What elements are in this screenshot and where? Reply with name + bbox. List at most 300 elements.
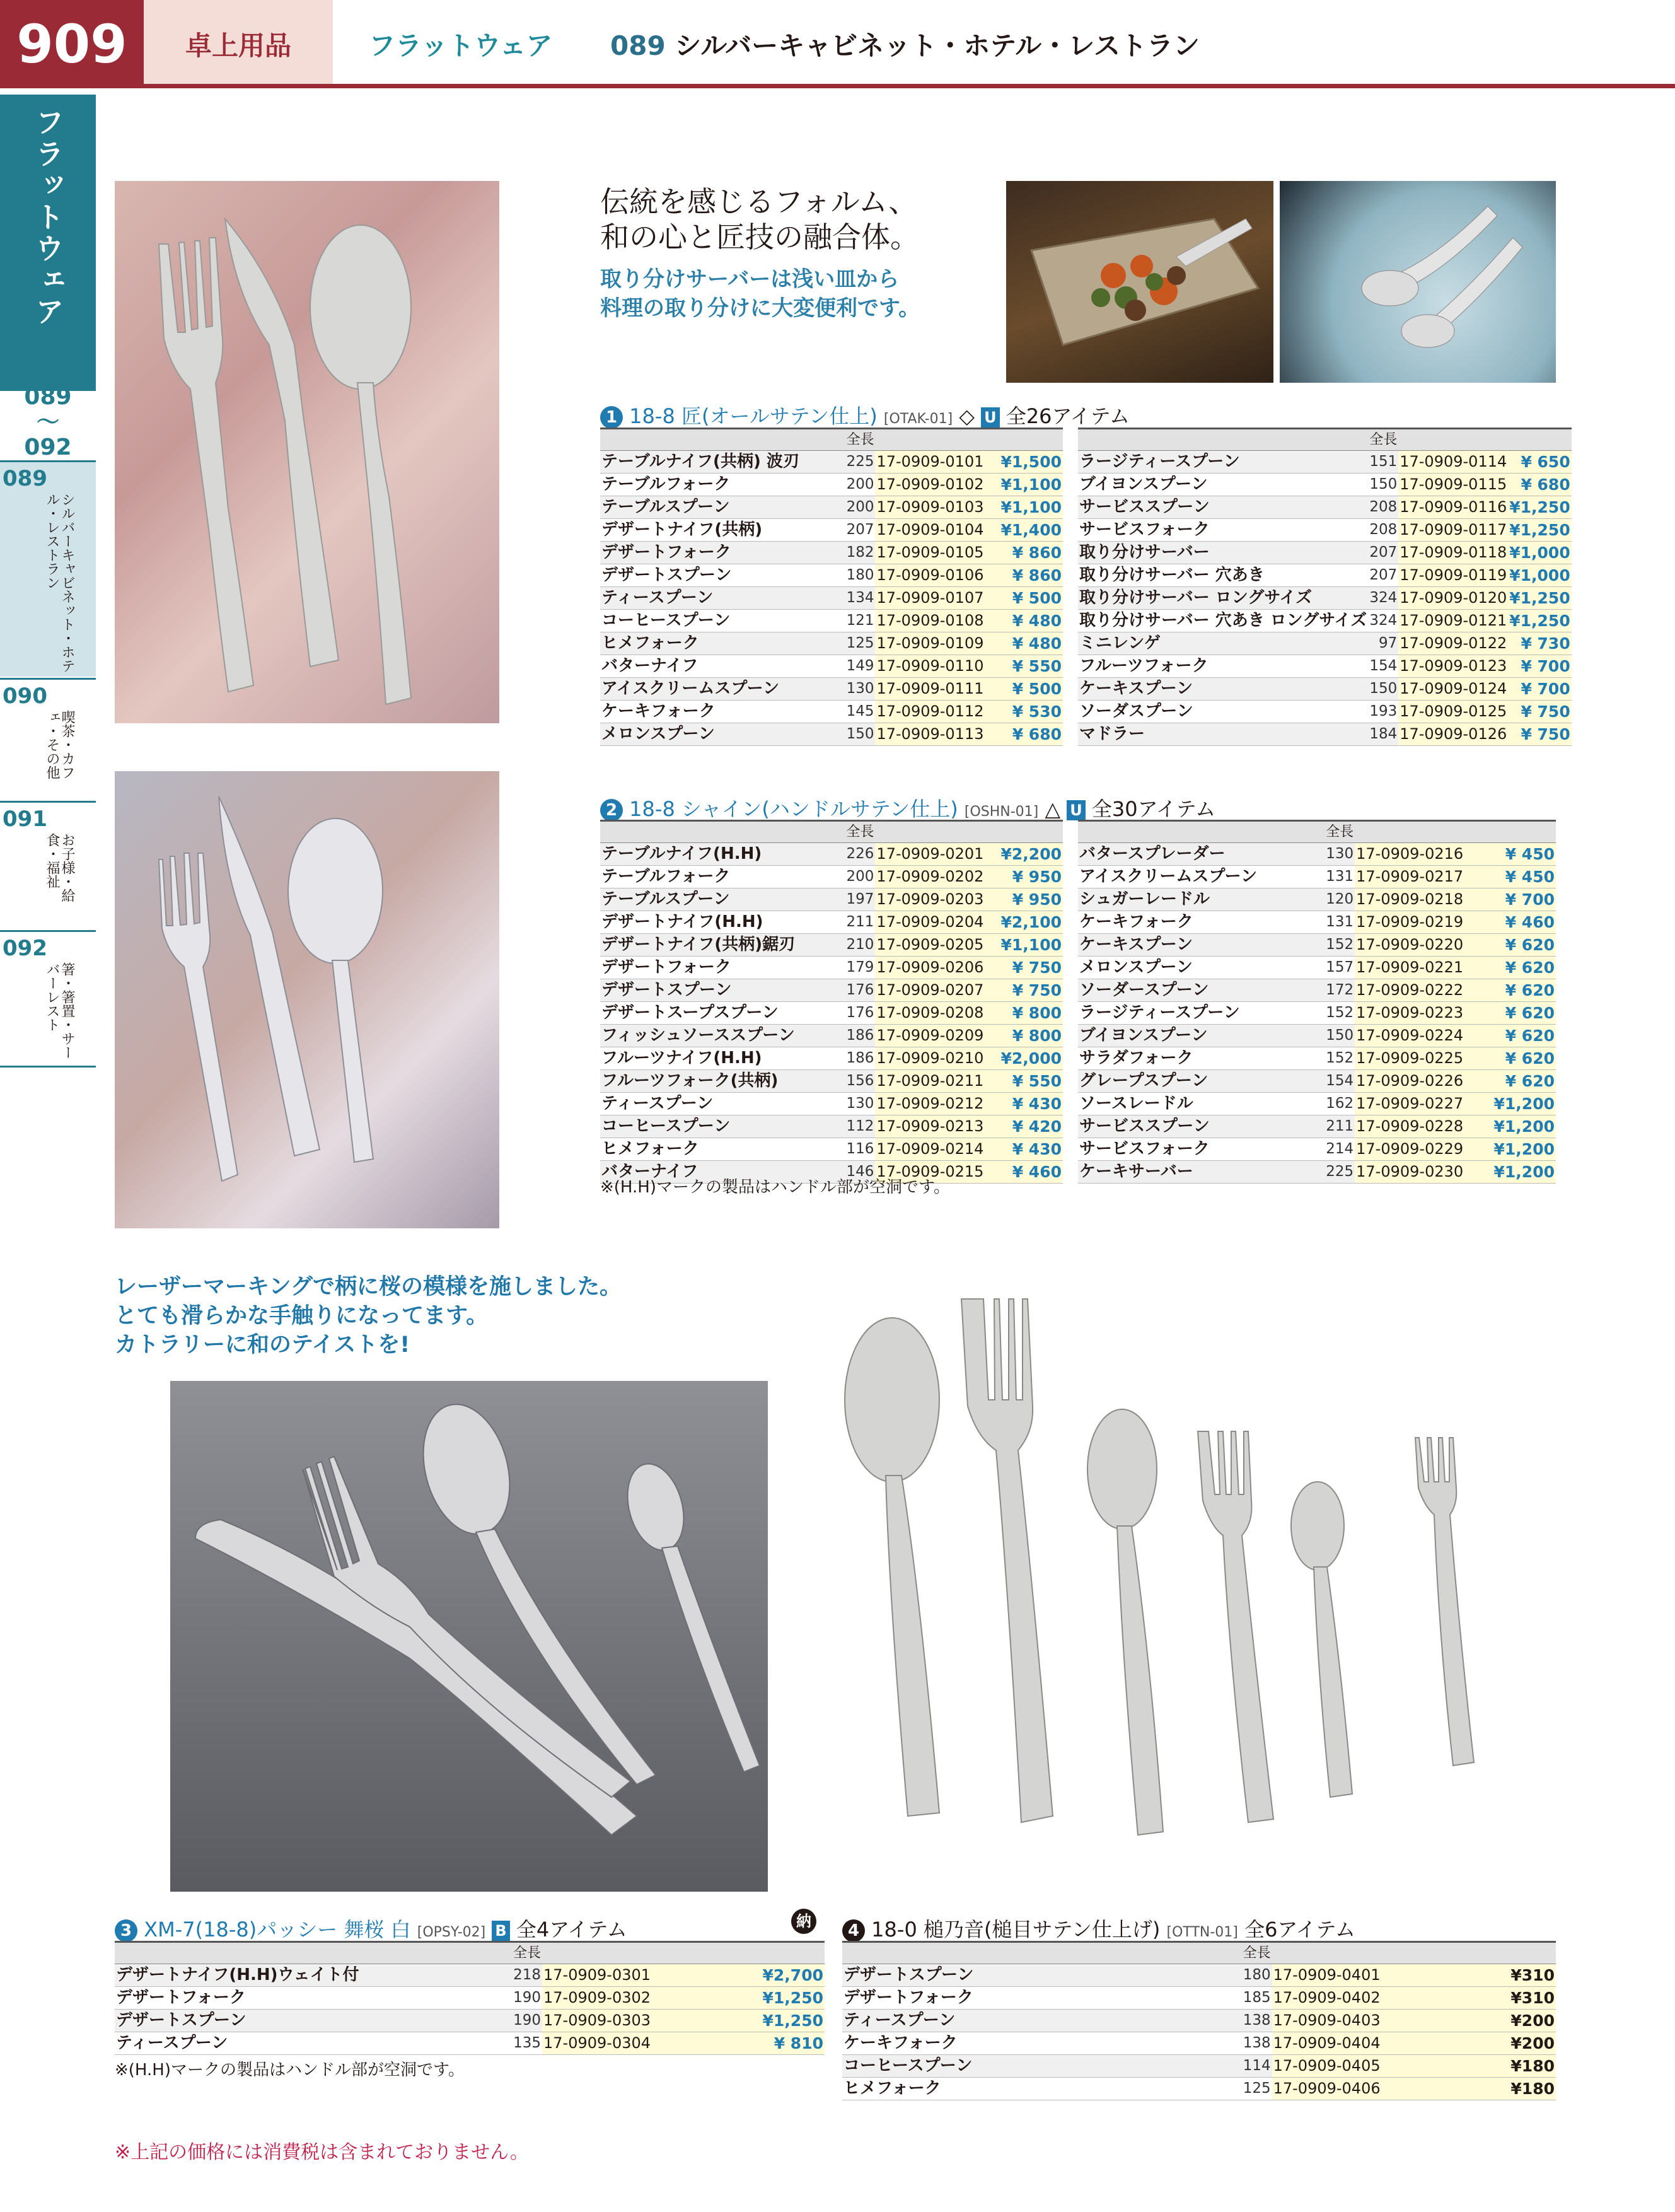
header-cell bbox=[600, 429, 835, 451]
item-code: 17-0909-0303 bbox=[542, 2010, 721, 2032]
item-name: マドラー bbox=[1078, 723, 1368, 746]
table-row bbox=[600, 723, 1063, 746]
series-badge: B bbox=[492, 1921, 509, 1941]
series-name: XM-7(18-8)パッシー 舞桜 白 bbox=[144, 1918, 411, 1941]
item-price: ¥ 620 bbox=[1465, 1002, 1556, 1025]
table-row bbox=[600, 678, 1063, 701]
item-length: 200 bbox=[835, 496, 876, 519]
item-length: 130 bbox=[1314, 843, 1355, 866]
item-name: ケーキフォーク bbox=[600, 701, 835, 723]
item-name: テーブルナイフ(H.H) bbox=[600, 843, 835, 866]
feature-text: レーザーマーキングで柄に桜の模様を施しました。 とても滑らかな手触りになってます。 カトラリーに和のテイストを! bbox=[115, 1274, 622, 1358]
series-code: [OPSY-02] bbox=[417, 1924, 486, 1940]
item-name: デザートフォーク bbox=[115, 1987, 445, 2010]
item-price: ¥ 700 bbox=[1508, 678, 1571, 701]
table-row bbox=[600, 655, 1063, 678]
item-price: ¥180 bbox=[1452, 2078, 1556, 2100]
item-code: 17-0909-0203 bbox=[875, 888, 985, 911]
item-name: ブイヨンスプーン bbox=[1078, 474, 1368, 496]
item-name: メロンスプーン bbox=[600, 723, 835, 746]
item-name: フルーツナイフ(H.H) bbox=[600, 1047, 835, 1070]
item-length: 225 bbox=[835, 451, 876, 474]
item-name: サービススプーン bbox=[1078, 1115, 1314, 1138]
item-code: 17-0909-0110 bbox=[875, 655, 985, 678]
section-2-note: ※(H.H)マークの製品はハンドル部が空洞です。 bbox=[600, 1178, 950, 1197]
sidebar-item-090[interactable]: 090 喫茶・カフェ・その他 bbox=[0, 678, 96, 803]
header-cell bbox=[115, 1942, 445, 1964]
table-row bbox=[842, 2078, 1556, 2100]
header-cell bbox=[600, 821, 835, 843]
item-name: サービスフォーク bbox=[1078, 1138, 1314, 1161]
item-price: ¥ 730 bbox=[1508, 632, 1571, 655]
table-row bbox=[600, 701, 1063, 723]
item-code: 17-0909-0109 bbox=[875, 632, 985, 655]
item-code: 17-0909-0105 bbox=[875, 542, 985, 564]
table-row bbox=[1078, 701, 1572, 723]
item-name: ソーダースプーン bbox=[1078, 979, 1314, 1002]
item-length: 146 bbox=[835, 1161, 876, 1184]
item-length: 125 bbox=[835, 632, 876, 655]
item-length: 225 bbox=[1314, 1161, 1355, 1184]
table-row bbox=[115, 2010, 825, 2032]
item-length: 138 bbox=[1174, 2032, 1272, 2055]
item-length: 152 bbox=[1314, 1002, 1355, 1025]
item-name: フィッシュソーススプーン bbox=[600, 1025, 835, 1047]
table-row bbox=[1078, 911, 1556, 934]
item-price: ¥ 800 bbox=[985, 1002, 1063, 1025]
item-name: ケーキフォーク bbox=[1078, 911, 1314, 934]
header-rule bbox=[144, 84, 1675, 88]
series-code: [OTAK-01] bbox=[883, 411, 953, 427]
series-count: 全30アイテム bbox=[1091, 797, 1216, 821]
table-row bbox=[600, 632, 1063, 655]
header-cell bbox=[1398, 429, 1508, 451]
item-price: ¥ 620 bbox=[1465, 934, 1556, 957]
header-cell bbox=[542, 1942, 721, 1964]
item-length: 121 bbox=[835, 610, 876, 632]
item-name: アイスクリームスプーン bbox=[600, 678, 835, 701]
item-code: 17-0909-0401 bbox=[1272, 1964, 1452, 1987]
item-price: ¥ 430 bbox=[985, 1093, 1063, 1115]
table-row bbox=[1078, 1047, 1556, 1070]
item-code: 17-0909-0121 bbox=[1398, 610, 1508, 632]
table-row bbox=[1078, 632, 1572, 655]
item-code: 17-0909-0202 bbox=[875, 866, 985, 888]
header-cell bbox=[1355, 821, 1464, 843]
item-length: 112 bbox=[835, 1115, 876, 1138]
item-length: 207 bbox=[1368, 564, 1398, 587]
item-name: デザートスプーン bbox=[842, 1964, 1174, 1987]
product-photo-takumi bbox=[115, 181, 499, 723]
item-price: ¥ 500 bbox=[985, 587, 1063, 610]
item-price: ¥1,250 bbox=[1508, 587, 1571, 610]
sidebar-item-092[interactable]: 092 箸・箸置・サーバーレスト bbox=[0, 930, 96, 1068]
table-row bbox=[842, 2032, 1556, 2055]
item-code: 17-0909-0218 bbox=[1355, 888, 1464, 911]
photo-serving-dish bbox=[1006, 181, 1273, 383]
table-row bbox=[1078, 451, 1572, 474]
series-count: 全26アイテム bbox=[1006, 404, 1130, 428]
header-cell bbox=[1452, 1942, 1556, 1964]
table-row bbox=[1078, 843, 1556, 866]
item-code: 17-0909-0220 bbox=[1355, 934, 1464, 957]
item-length: 138 bbox=[1174, 2010, 1272, 2032]
table-row bbox=[842, 1987, 1556, 2010]
item-length: 114 bbox=[1174, 2055, 1272, 2078]
item-name: ケーキスプーン bbox=[1078, 934, 1314, 957]
table-row bbox=[1078, 1161, 1556, 1184]
price-table-4 bbox=[842, 1941, 1556, 2100]
table-row bbox=[1078, 519, 1572, 542]
table-header bbox=[115, 1942, 825, 1964]
header-cell bbox=[721, 1942, 825, 1964]
item-length: 186 bbox=[835, 1025, 876, 1047]
item-code: 17-0909-0119 bbox=[1398, 564, 1508, 587]
table-row bbox=[600, 1025, 1063, 1047]
item-length: 172 bbox=[1314, 979, 1355, 1002]
table-row bbox=[1078, 474, 1572, 496]
table-row bbox=[1078, 723, 1572, 746]
header-cell bbox=[985, 821, 1063, 843]
item-code: 17-0909-0222 bbox=[1355, 979, 1464, 1002]
section-1-heading: 1 18-8 匠(オールサテン仕上) [OTAK-01] ◇ U 全26アイテム bbox=[600, 400, 1130, 429]
item-name: サービススプーン bbox=[1078, 496, 1368, 519]
photo-serving-servers bbox=[1280, 181, 1556, 383]
item-name: ラージティースプーン bbox=[1078, 1002, 1314, 1025]
item-name: デザートフォーク bbox=[842, 1987, 1174, 2010]
item-code: 17-0909-0201 bbox=[875, 843, 985, 866]
item-code: 17-0909-0228 bbox=[1355, 1115, 1464, 1138]
header-cell bbox=[1508, 429, 1571, 451]
item-code: 17-0909-0106 bbox=[875, 564, 985, 587]
length-header: 全長 bbox=[1368, 429, 1398, 451]
item-price: ¥ 620 bbox=[1465, 979, 1556, 1002]
item-code: 17-0909-0304 bbox=[542, 2032, 721, 2055]
item-code: 17-0909-0113 bbox=[875, 723, 985, 746]
item-length: 324 bbox=[1368, 587, 1398, 610]
item-length: 150 bbox=[1368, 678, 1398, 701]
section-3-note: ※(H.H)マークの製品はハンドル部が空洞です。 bbox=[115, 2061, 465, 2080]
table-header bbox=[1078, 429, 1572, 451]
item-length: 130 bbox=[835, 1093, 876, 1115]
item-name: バターナイフ bbox=[600, 1161, 835, 1184]
item-price: ¥ 680 bbox=[1508, 474, 1571, 496]
item-code: 17-0909-0406 bbox=[1272, 2078, 1452, 2100]
item-price: ¥1,500 bbox=[985, 451, 1063, 474]
item-length: 97 bbox=[1368, 632, 1398, 655]
item-price: ¥1,250 bbox=[1508, 496, 1571, 519]
item-length: 208 bbox=[1368, 519, 1398, 542]
item-code: 17-0909-0122 bbox=[1398, 632, 1508, 655]
item-code: 17-0909-0219 bbox=[1355, 911, 1464, 934]
item-code: 17-0909-0216 bbox=[1355, 843, 1464, 866]
sidebar-item-label: 箸・箸置・サーバーレスト bbox=[44, 962, 75, 1059]
item-length: 182 bbox=[835, 542, 876, 564]
item-price: ¥ 860 bbox=[985, 542, 1063, 564]
subcategory-label: フラットウェア bbox=[369, 30, 553, 61]
table-row bbox=[1078, 979, 1556, 1002]
item-code: 17-0909-0215 bbox=[875, 1161, 985, 1184]
item-name: コーヒースプーン bbox=[842, 2055, 1174, 2078]
series-name: 18-0 槌乃音(槌目サテン仕上げ) bbox=[871, 1918, 1161, 1941]
series-code: [OTTN-01] bbox=[1166, 1924, 1238, 1940]
table-row bbox=[1078, 610, 1572, 632]
table-header bbox=[842, 1942, 1556, 1964]
item-name: コーヒースプーン bbox=[600, 1115, 835, 1138]
header-cell bbox=[842, 1942, 1174, 1964]
item-code: 17-0909-0208 bbox=[875, 1002, 985, 1025]
delivery-seal-icon: 納 bbox=[791, 1909, 816, 1934]
item-price: ¥ 810 bbox=[721, 2032, 825, 2055]
item-price: ¥1,250 bbox=[721, 2010, 825, 2032]
product-photo-tsuchinone bbox=[832, 1280, 1526, 1911]
item-length: 208 bbox=[1368, 496, 1398, 519]
item-code: 17-0909-0107 bbox=[875, 587, 985, 610]
item-code: 17-0909-0404 bbox=[1272, 2032, 1452, 2055]
price-table-2-right bbox=[1078, 820, 1556, 1184]
length-header: 全長 bbox=[445, 1942, 542, 1964]
sidebar-item-091[interactable]: 091 お子様・給食・福祉 bbox=[0, 801, 96, 929]
item-name: ケーキフォーク bbox=[842, 2032, 1174, 2055]
item-name: デザートナイフ(共柄)鋸刃 bbox=[600, 934, 835, 957]
item-length: 207 bbox=[1368, 542, 1398, 564]
item-price: ¥ 750 bbox=[985, 957, 1063, 979]
item-code: 17-0909-0403 bbox=[1272, 2010, 1452, 2032]
item-name: バタースプレーダー bbox=[1078, 843, 1314, 866]
table-row bbox=[600, 451, 1063, 474]
item-name: テーブルスプーン bbox=[600, 888, 835, 911]
item-price: ¥1,400 bbox=[985, 519, 1063, 542]
item-price: ¥310 bbox=[1452, 1987, 1556, 2010]
item-price: ¥1,250 bbox=[1508, 610, 1571, 632]
item-length: 152 bbox=[1314, 934, 1355, 957]
series-name: 18-8 シャイン(ハンドルサテン仕上) bbox=[629, 797, 958, 821]
item-price: ¥ 460 bbox=[985, 1161, 1063, 1184]
page-number: 909 bbox=[0, 0, 144, 88]
item-code: 17-0909-0125 bbox=[1398, 701, 1508, 723]
item-name: デザートスプーン bbox=[600, 979, 835, 1002]
header-cell bbox=[1272, 1942, 1452, 1964]
item-price: ¥ 700 bbox=[1508, 655, 1571, 678]
table-row bbox=[600, 564, 1063, 587]
table-row bbox=[1078, 888, 1556, 911]
length-header: 全長 bbox=[1174, 1942, 1272, 1964]
table-row bbox=[1078, 1115, 1556, 1138]
section-4-heading: 4 18-0 槌乃音(槌目サテン仕上げ) [OTTN-01] 全6アイテム bbox=[842, 1914, 1355, 1943]
item-name: ミニレンゲ bbox=[1078, 632, 1368, 655]
item-length: 211 bbox=[1314, 1115, 1355, 1138]
item-price: ¥1,000 bbox=[1508, 564, 1571, 587]
item-price: ¥ 750 bbox=[1508, 723, 1571, 746]
item-length: 150 bbox=[1314, 1025, 1355, 1047]
item-code: 17-0909-0205 bbox=[875, 934, 985, 957]
header-cell bbox=[985, 429, 1063, 451]
item-length: 180 bbox=[1174, 1964, 1272, 1987]
item-length: 184 bbox=[1368, 723, 1398, 746]
item-length: 200 bbox=[835, 474, 876, 496]
item-length: 190 bbox=[445, 1987, 542, 2010]
item-name: フルーツフォーク(共柄) bbox=[600, 1070, 835, 1093]
item-name: 取り分けサーバー 穴あき ロングサイズ bbox=[1078, 610, 1368, 632]
section-number: 089 bbox=[610, 30, 666, 61]
item-length: 116 bbox=[835, 1138, 876, 1161]
item-length: 154 bbox=[1368, 655, 1398, 678]
item-name: テーブルフォーク bbox=[600, 474, 835, 496]
item-price: ¥1,200 bbox=[1465, 1115, 1556, 1138]
item-code: 17-0909-0126 bbox=[1398, 723, 1508, 746]
item-name: ソーダスプーン bbox=[1078, 701, 1368, 723]
item-price: ¥ 620 bbox=[1465, 1025, 1556, 1047]
series-badge: U bbox=[1067, 800, 1086, 820]
item-code: 17-0909-0212 bbox=[875, 1093, 985, 1115]
series-count: 全4アイテム bbox=[516, 1918, 627, 1941]
item-code: 17-0909-0118 bbox=[1398, 542, 1508, 564]
item-length: 193 bbox=[1368, 701, 1398, 723]
table-row bbox=[600, 496, 1063, 519]
item-code: 17-0909-0111 bbox=[875, 678, 985, 701]
table-row bbox=[115, 1964, 825, 1987]
table-row bbox=[600, 1093, 1063, 1115]
table-row bbox=[1078, 1002, 1556, 1025]
item-price: ¥ 860 bbox=[985, 564, 1063, 587]
item-code: 17-0909-0101 bbox=[875, 451, 985, 474]
item-name: ケーキサーバー bbox=[1078, 1161, 1314, 1184]
table-row bbox=[1078, 934, 1556, 957]
table-row bbox=[600, 542, 1063, 564]
item-code: 17-0909-0402 bbox=[1272, 1987, 1452, 2010]
item-name: ティースプーン bbox=[115, 2032, 445, 2055]
sidebar-item-089[interactable]: 089 シルバーキャビネット・ホテル・レストラン bbox=[0, 460, 96, 677]
item-code: 17-0909-0225 bbox=[1355, 1047, 1464, 1070]
item-code: 17-0909-0207 bbox=[875, 979, 985, 1002]
table-row bbox=[600, 1138, 1063, 1161]
item-length: 162 bbox=[1314, 1093, 1355, 1115]
item-length: 176 bbox=[835, 979, 876, 1002]
item-name: 取り分けサーバー 穴あき bbox=[1078, 564, 1368, 587]
item-name: 取り分けサーバー bbox=[1078, 542, 1368, 564]
table-row bbox=[600, 519, 1063, 542]
item-name: デザートスプーン bbox=[600, 564, 835, 587]
header-cell bbox=[1465, 821, 1556, 843]
item-price: ¥ 680 bbox=[985, 723, 1063, 746]
item-price: ¥1,100 bbox=[985, 934, 1063, 957]
item-price: ¥ 430 bbox=[985, 1138, 1063, 1161]
table-row bbox=[600, 934, 1063, 957]
section-2-heading: 2 18-8 シャイン(ハンドルサテン仕上) [OSHN-01] △ U 全30アイテム bbox=[600, 793, 1215, 822]
sidebar-item-label: 喫茶・カフェ・その他 bbox=[44, 710, 75, 779]
header-cell bbox=[1078, 821, 1314, 843]
table-row bbox=[1078, 1025, 1556, 1047]
header-cell bbox=[1078, 429, 1368, 451]
item-length: 152 bbox=[1314, 1047, 1355, 1070]
item-name: デザートナイフ(H.H) bbox=[600, 911, 835, 934]
item-length: 180 bbox=[835, 564, 876, 587]
item-price: ¥1,250 bbox=[721, 1987, 825, 2010]
item-name: テーブルスプーン bbox=[600, 496, 835, 519]
section-title bbox=[610, 25, 1200, 63]
series-mark: △ bbox=[1045, 797, 1061, 821]
product-photo-passy-maizakura bbox=[170, 1381, 768, 1892]
item-name: ティースプーン bbox=[842, 2010, 1174, 2032]
item-code: 17-0909-0224 bbox=[1355, 1025, 1464, 1047]
item-price: ¥180 bbox=[1452, 2055, 1556, 2078]
length-header: 全長 bbox=[835, 429, 876, 451]
item-code: 17-0909-0405 bbox=[1272, 2055, 1452, 2078]
item-name: メロンスプーン bbox=[1078, 957, 1314, 979]
item-code: 17-0909-0114 bbox=[1398, 451, 1508, 474]
item-price: ¥200 bbox=[1452, 2010, 1556, 2032]
item-name: デザートフォーク bbox=[600, 957, 835, 979]
item-code: 17-0909-0102 bbox=[875, 474, 985, 496]
item-length: 197 bbox=[835, 888, 876, 911]
intro-subtext: 取り分けサーバーは浅い皿から 料理の取り分けに大変便利です。 bbox=[600, 267, 920, 321]
item-price: ¥1,200 bbox=[1465, 1093, 1556, 1115]
item-price: ¥ 950 bbox=[985, 866, 1063, 888]
item-price: ¥ 550 bbox=[985, 1070, 1063, 1093]
item-code: 17-0909-0302 bbox=[542, 1987, 721, 2010]
length-header: 全長 bbox=[835, 821, 876, 843]
table-row bbox=[600, 911, 1063, 934]
item-price: ¥ 750 bbox=[1508, 701, 1571, 723]
item-length: 135 bbox=[445, 2032, 542, 2055]
category-label: 卓上用品 bbox=[144, 0, 333, 88]
item-price: ¥1,100 bbox=[985, 474, 1063, 496]
table-header bbox=[1078, 821, 1556, 843]
table-row bbox=[1078, 564, 1572, 587]
product-photo-shine bbox=[115, 771, 499, 1228]
sidebar-item-label: シルバーキャビネット・ホテル・レストラン bbox=[44, 492, 75, 673]
item-name: ヒメフォーク bbox=[842, 2078, 1174, 2100]
item-name: アイスクリームスプーン bbox=[1078, 866, 1314, 888]
table-row bbox=[842, 2010, 1556, 2032]
item-price: ¥310 bbox=[1452, 1964, 1556, 1987]
table-row bbox=[1078, 957, 1556, 979]
item-name: デザートナイフ(H.H)ウェイト付 bbox=[115, 1964, 445, 1987]
item-length: 145 bbox=[835, 701, 876, 723]
item-name: フルーツフォーク bbox=[1078, 655, 1368, 678]
table-row bbox=[600, 610, 1063, 632]
item-price: ¥1,200 bbox=[1465, 1138, 1556, 1161]
item-name: サラダフォーク bbox=[1078, 1047, 1314, 1070]
item-length: 149 bbox=[835, 655, 876, 678]
table-row bbox=[1078, 678, 1572, 701]
item-price: ¥1,250 bbox=[1508, 519, 1571, 542]
item-name: ティースプーン bbox=[600, 1093, 835, 1115]
item-code: 17-0909-0112 bbox=[875, 701, 985, 723]
table-row bbox=[1078, 542, 1572, 564]
item-price: ¥2,000 bbox=[985, 1047, 1063, 1070]
item-name: グレープスプーン bbox=[1078, 1070, 1314, 1093]
item-name: サービスフォーク bbox=[1078, 519, 1368, 542]
table-row bbox=[600, 1070, 1063, 1093]
item-length: 150 bbox=[835, 723, 876, 746]
item-code: 17-0909-0116 bbox=[1398, 496, 1508, 519]
item-code: 17-0909-0217 bbox=[1355, 866, 1464, 888]
item-price: ¥ 550 bbox=[985, 655, 1063, 678]
section-3-heading: 3 XM-7(18-8)パッシー 舞桜 白 [OPSY-02] B 全4アイテム bbox=[115, 1914, 627, 1943]
item-length: 130 bbox=[835, 678, 876, 701]
item-name: ラージティースプーン bbox=[1078, 451, 1368, 474]
item-length: 176 bbox=[835, 1002, 876, 1025]
item-length: 185 bbox=[1174, 1987, 1272, 2010]
table-row bbox=[1078, 866, 1556, 888]
table-row bbox=[842, 1964, 1556, 1987]
item-name: ヒメフォーク bbox=[600, 632, 835, 655]
item-code: 17-0909-0108 bbox=[875, 610, 985, 632]
item-code: 17-0909-0117 bbox=[1398, 519, 1508, 542]
item-length: 131 bbox=[1314, 911, 1355, 934]
item-name: デザートフォーク bbox=[600, 542, 835, 564]
